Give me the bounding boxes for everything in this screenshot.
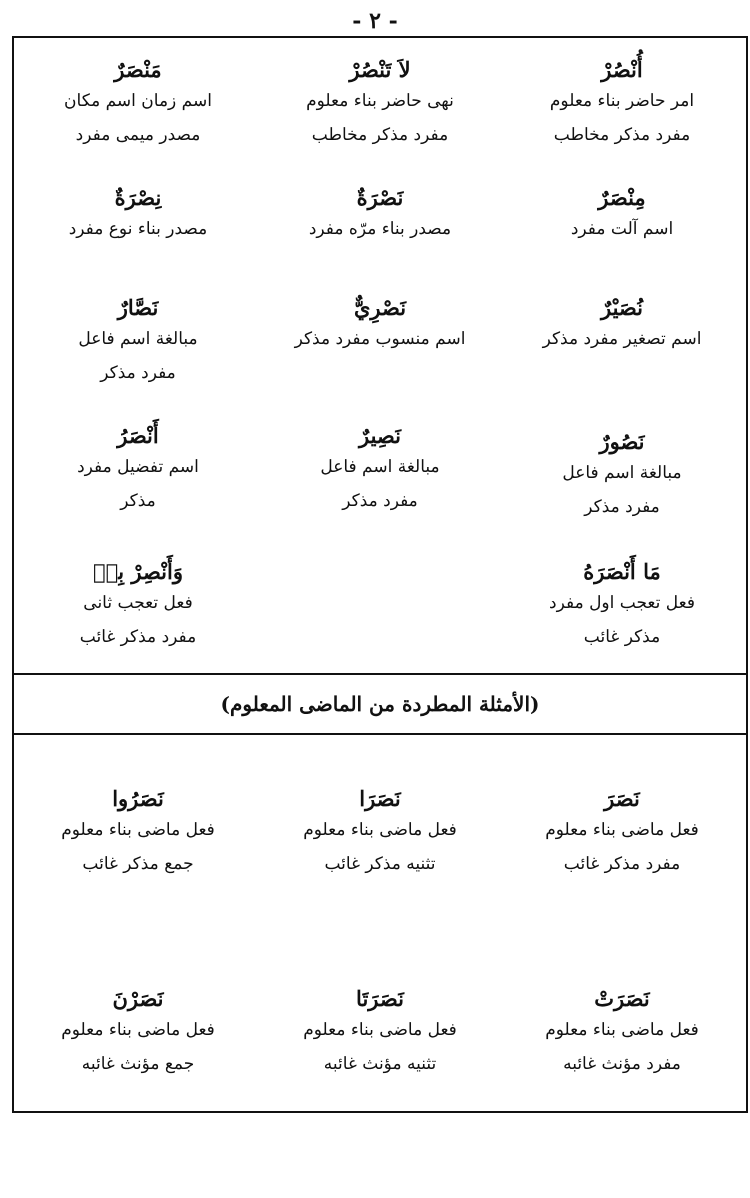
entry-cell	[502, 56, 742, 152]
entry-cell	[260, 785, 500, 881]
entry-word: وَأَنْصِرْ بِهٖ	[93, 559, 183, 584]
entry-cell	[18, 184, 258, 246]
entry-word: لاَ تَنْصُرْ	[349, 57, 411, 82]
entry-cell	[502, 428, 742, 524]
page-number: - ٢ -	[352, 8, 398, 34]
entry-line: فعل ماضى بناء معلوم	[545, 1020, 699, 1040]
entry-line: تثنيه مذكر غائب	[324, 854, 436, 874]
entry-line: فعل ماضى بناء معلوم	[545, 820, 699, 840]
entry-cell	[18, 294, 258, 390]
entry-cell	[18, 785, 258, 881]
entry-word: أُنْصُرْ	[601, 57, 643, 82]
entry-cell	[502, 294, 742, 356]
entry-word: نَصَرَتَا	[356, 986, 404, 1011]
entry-line: فعل ماضى بناء معلوم	[303, 820, 457, 840]
entry-cell	[260, 422, 500, 518]
entry-line: اسم زمان اسم مكان	[64, 91, 212, 111]
entry-word: نَصَّارٌ	[117, 295, 159, 320]
entry-word: أَنْصَرُ	[117, 423, 159, 448]
entry-word: نَصَرُوا	[112, 786, 164, 811]
entry-line: مفرد مذكر غائب	[79, 627, 197, 647]
entry-word: نَصُورٌ	[599, 429, 645, 454]
conjugation-grid-top	[14, 38, 746, 673]
entry-line: فعل ماضى بناء معلوم	[61, 1020, 215, 1040]
entry-line: فعل تعجب اول مفرد	[549, 593, 695, 613]
entry-word: نَصْرِيٌّ	[353, 295, 407, 320]
entry-line: مفرد مذكر	[584, 497, 660, 517]
entry-word: نَصَرْنَ	[112, 986, 164, 1011]
entry-line: مذكر	[120, 491, 156, 511]
entry-line: امر حاضر بناء معلوم	[549, 91, 695, 111]
entry-line: نهى حاضر بناء معلوم	[306, 91, 454, 111]
entry-line: اسم منسوب مفرد مذكر	[294, 329, 466, 349]
entry-line: مذكر غائب	[583, 627, 661, 647]
conjugation-grid-bottom	[14, 735, 746, 1111]
entry-line: مبالغة اسم فاعل	[320, 457, 440, 477]
entry-word: مِنْصَرٌ	[598, 185, 646, 210]
entry-line: مفرد مذكر	[100, 363, 176, 383]
entry-line: فعل ماضى بناء معلوم	[303, 1020, 457, 1040]
entry-cell	[18, 558, 258, 654]
entry-line: مفرد مؤنث غائبه	[563, 1054, 681, 1074]
entry-word: نِصْرَةٌ	[114, 185, 162, 210]
entry-cell	[260, 184, 500, 246]
entry-line: اسم تفضيل مفرد	[77, 457, 199, 477]
entry-cell	[502, 785, 742, 881]
entry-cell	[502, 558, 742, 654]
entry-cell	[260, 294, 500, 356]
entry-line: مفرد مذكر غائب	[563, 854, 681, 874]
entry-cell	[18, 56, 258, 152]
entry-line: تثنيه مؤنث غائبه	[323, 1054, 437, 1074]
entry-cell	[260, 985, 500, 1081]
entry-line: جمع مذكر غائب	[82, 854, 194, 874]
entry-cell	[502, 184, 742, 246]
entry-line: مصدر ميمى مفرد	[75, 125, 201, 145]
entry-line: فعل تعجب ثانى	[83, 593, 193, 613]
entry-word: نَصْرَةٌ	[356, 185, 404, 210]
entry-word: نَصَرَتْ	[594, 986, 650, 1011]
page-frame	[12, 36, 748, 1113]
entry-line: مصدر بناء نوع مفرد	[68, 219, 208, 239]
entry-cell	[18, 985, 258, 1081]
entry-line: اسم آلت مفرد	[570, 219, 674, 239]
entry-word: نَصِيرٌ	[359, 423, 401, 448]
entry-word: نَصَرَ	[604, 786, 640, 811]
entry-cell	[18, 422, 258, 518]
entry-line: اسم تصغير مفرد مذكر	[542, 329, 702, 349]
entry-word: مَنْصَرٌ	[114, 57, 162, 82]
entry-line: مفرد مذكر مخاطب	[311, 125, 449, 145]
entry-word: مَا أَنْصَرَهُ	[583, 559, 661, 584]
entry-line: جمع مؤنث غائبه	[81, 1054, 195, 1074]
entry-word: نَصَرَا	[359, 786, 401, 811]
entry-line: مبالغة اسم فاعل	[78, 329, 198, 349]
entry-cell	[260, 56, 500, 152]
entry-cell	[502, 985, 742, 1081]
entry-line: فعل ماضى بناء معلوم	[61, 820, 215, 840]
entry-word: نُصَيْرٌ	[601, 295, 643, 320]
section-heading: (الأمثلة المطردة من الماضى المعلوم)	[14, 673, 746, 735]
entry-line: مفرد مذكر	[342, 491, 418, 511]
entry-line: مبالغة اسم فاعل	[562, 463, 682, 483]
entry-line: مفرد مذكر مخاطب	[553, 125, 691, 145]
entry-line: مصدر بناء مرّه مفرد	[308, 219, 452, 239]
